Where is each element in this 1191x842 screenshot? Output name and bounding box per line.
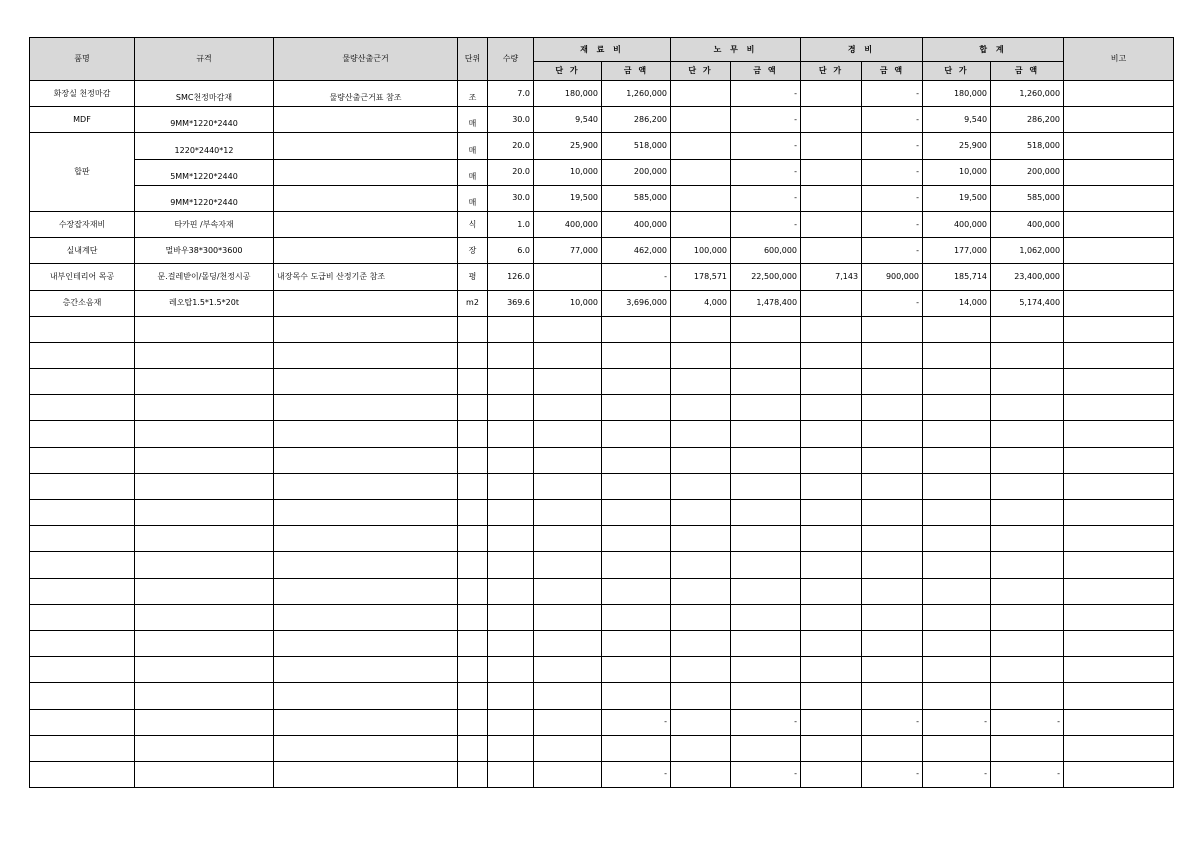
table-row-empty [30,342,1174,368]
cell-total-amount: 1,260,000 [991,81,1064,107]
cell-expense-amount: - [862,107,923,133]
table-row [30,133,1174,159]
cell-expense-unit-price [801,107,862,133]
cell-note [1064,133,1174,159]
table-row-empty [30,447,1174,473]
cell-expense-amount: - [862,290,923,316]
header-spec: 규격 [135,38,274,81]
cell-labor-amount: 22,500,000 [731,264,801,290]
header-expense-amount: 금 액 [862,62,923,81]
cell-expense-amount: - [862,133,923,159]
cell-unit: 매 [458,185,488,211]
cell-material-unit-price: 9,540 [534,107,602,133]
header-labor: 노 무 비 [671,38,801,62]
cell-labor-amount: - [731,185,801,211]
cell-material-amount: 286,200 [602,107,671,133]
cell-total-amount: - [991,709,1064,735]
table-row-empty [30,552,1174,578]
cell-basis [274,107,458,133]
header-labor-amount: 금 액 [731,62,801,81]
cell-material-unit-price: 10,000 [534,290,602,316]
table-row-empty [30,500,1174,526]
cell-labor-unit-price [671,81,731,107]
header-total: 합 계 [923,38,1064,62]
cell-expense-amount: 900,000 [862,264,923,290]
cell-expense-unit-price [801,81,862,107]
table-row-empty [30,735,1174,761]
cell-expense-unit-price [801,211,862,237]
cell-labor-amount: - [731,761,801,787]
cell-material-amount: - [602,264,671,290]
cell-spec: 문.걸레받이/몰딩/천정시공 [135,264,274,290]
cell-spec: SMC천정마감재 [135,81,274,107]
header-total-amount: 금 액 [991,62,1064,81]
cell-basis [274,185,458,211]
cell-expense-amount: - [862,211,923,237]
cell-total-unit-price: 9,540 [923,107,991,133]
cell-labor-amount: 1,478,400 [731,290,801,316]
cell-labor-amount: - [731,81,801,107]
cell-note [1064,81,1174,107]
cell-material-unit-price: 77,000 [534,238,602,264]
cell-expense-amount: - [862,709,923,735]
table-row-empty [30,578,1174,604]
cell-expense-unit-price [801,159,862,185]
header-expense-unit-price: 단 가 [801,62,862,81]
cell-total-amount: 5,174,400 [991,290,1064,316]
cell-material-unit-price: 19,500 [534,185,602,211]
cell-total-unit-price: 25,900 [923,133,991,159]
cell-material-unit-price: 180,000 [534,81,602,107]
cell-labor-unit-price [671,133,731,159]
cell-basis: 내장목수 도급비 산정기준 참조 [274,264,458,290]
cell-qty: 369.6 [488,290,534,316]
cell-total-amount: 286,200 [991,107,1064,133]
cell-total-unit-price: 177,000 [923,238,991,264]
header-material-amount: 금 액 [602,62,671,81]
cell-total-unit-price: 185,714 [923,264,991,290]
cell-unit: 매 [458,133,488,159]
cell-total-amount: 400,000 [991,211,1064,237]
table-row [30,238,1174,264]
cell-basis [274,238,458,264]
table-row-empty [30,421,1174,447]
cell-labor-unit-price [671,159,731,185]
cell-material-amount: - [602,761,671,787]
cell-unit: 평 [458,264,488,290]
cell-item: 합판 [30,133,135,212]
header-unit: 단위 [458,38,488,81]
cell-expense-unit-price [801,290,862,316]
cell-material-amount: 400,000 [602,211,671,237]
cell-unit: m2 [458,290,488,316]
cell-total-unit-price: 180,000 [923,81,991,107]
cell-labor-amount: - [731,107,801,133]
cell-basis: 물량산출근거표 참조 [274,81,458,107]
cell-item: MDF [30,107,135,133]
cell-item: 화장실 천정마감 [30,81,135,107]
cell-note [1064,290,1174,316]
cell-expense-unit-price [801,238,862,264]
cell-material-unit-price: 400,000 [534,211,602,237]
cell-expense-amount: - [862,238,923,264]
cell-spec: 멀바우38*300*3600 [135,238,274,264]
cell-total-amount: 585,000 [991,185,1064,211]
cell-expense-unit-price [801,133,862,159]
cell-total-amount: 1,062,000 [991,238,1064,264]
estimate-table [29,37,1174,788]
cell-item: 수장잡자재비 [30,211,135,237]
cell-item: 내부인테리어 목공 [30,264,135,290]
cell-material-amount: - [602,709,671,735]
table-row [30,709,1174,735]
header-total-unit-price: 단 가 [923,62,991,81]
header-expense: 경 비 [801,38,923,62]
cell-qty: 30.0 [488,185,534,211]
cell-total-amount: - [991,761,1064,787]
cell-material-amount: 462,000 [602,238,671,264]
cell-material-unit-price [534,264,602,290]
table-row-empty [30,473,1174,499]
cell-material-unit-price: 10,000 [534,159,602,185]
cell-expense-amount: - [862,159,923,185]
cell-unit: 매 [458,107,488,133]
cell-item: 실내계단 [30,238,135,264]
table-row [30,185,1174,211]
table-row-empty [30,657,1174,683]
cell-material-amount: 3,696,000 [602,290,671,316]
cell-labor-amount: 600,000 [731,238,801,264]
cell-note [1064,264,1174,290]
cell-basis [274,211,458,237]
table-row-empty [30,395,1174,421]
cell-qty: 126.0 [488,264,534,290]
table-row [30,290,1174,316]
table-row [30,264,1174,290]
cell-total-unit-price: 14,000 [923,290,991,316]
cell-unit: 장 [458,238,488,264]
cell-basis [274,159,458,185]
cell-total-unit-price: 19,500 [923,185,991,211]
cell-spec: 9MM*1220*2440 [135,107,274,133]
cell-qty: 1.0 [488,211,534,237]
cell-qty: 6.0 [488,238,534,264]
cell-note [1064,107,1174,133]
cell-qty: 7.0 [488,81,534,107]
table-row-empty [30,316,1174,342]
header-material: 재 료 비 [534,38,671,62]
header-item: 품명 [30,38,135,81]
cell-note [1064,238,1174,264]
table-row-empty [30,630,1174,656]
cell-material-amount: 1,260,000 [602,81,671,107]
cell-qty: 30.0 [488,107,534,133]
cell-spec: 1220*2440*12 [135,133,274,159]
cell-total-amount: 200,000 [991,159,1064,185]
cell-spec: 5MM*1220*2440 [135,159,274,185]
cell-material-amount: 585,000 [602,185,671,211]
cell-labor-unit-price [671,185,731,211]
header-note: 비고 [1064,38,1174,81]
header-basis: 물량산출근거 [274,38,458,81]
table-row [30,211,1174,237]
cell-labor-amount: - [731,709,801,735]
cell-total-amount: 518,000 [991,133,1064,159]
cell-total-unit-price: 400,000 [923,211,991,237]
table-row-empty [30,526,1174,552]
cell-labor-unit-price [671,107,731,133]
table-row-empty [30,369,1174,395]
cell-total-unit-price: - [923,709,991,735]
cell-basis [274,290,458,316]
cell-material-unit-price: 25,900 [534,133,602,159]
cell-labor-unit-price: 178,571 [671,264,731,290]
cell-labor-amount: - [731,159,801,185]
cell-spec: 9MM*1220*2440 [135,185,274,211]
cell-unit: 식 [458,211,488,237]
table-row-empty [30,604,1174,630]
cell-qty: 20.0 [488,159,534,185]
cell-labor-amount: - [731,211,801,237]
cell-labor-amount: - [731,133,801,159]
table-row-empty [30,683,1174,709]
cell-spec: 레오탑1.5*1.5*20t [135,290,274,316]
header-labor-unit-price: 단 가 [671,62,731,81]
header-qty: 수량 [488,38,534,81]
cell-expense-amount: - [862,761,923,787]
cell-spec: 타카핀 /부속자재 [135,211,274,237]
table-row [30,81,1174,107]
cell-expense-amount: - [862,185,923,211]
cell-unit: 매 [458,159,488,185]
cell-material-amount: 200,000 [602,159,671,185]
table-row [30,107,1174,133]
cell-material-amount: 518,000 [602,133,671,159]
cell-total-amount: 23,400,000 [991,264,1064,290]
cell-note [1064,211,1174,237]
cell-labor-unit-price [671,211,731,237]
header-material-unit-price: 단 가 [534,62,602,81]
cell-expense-unit-price [801,185,862,211]
cell-total-unit-price: - [923,761,991,787]
cell-labor-unit-price: 100,000 [671,238,731,264]
cell-qty: 20.0 [488,133,534,159]
cell-labor-unit-price: 4,000 [671,290,731,316]
cell-note [1064,159,1174,185]
table-row [30,761,1174,787]
cell-item: 층간소음재 [30,290,135,316]
cell-expense-unit-price: 7,143 [801,264,862,290]
cell-total-unit-price: 10,000 [923,159,991,185]
table-row [30,159,1174,185]
cell-expense-amount: - [862,81,923,107]
cell-basis [274,133,458,159]
cell-unit: 조 [458,81,488,107]
cell-note [1064,185,1174,211]
